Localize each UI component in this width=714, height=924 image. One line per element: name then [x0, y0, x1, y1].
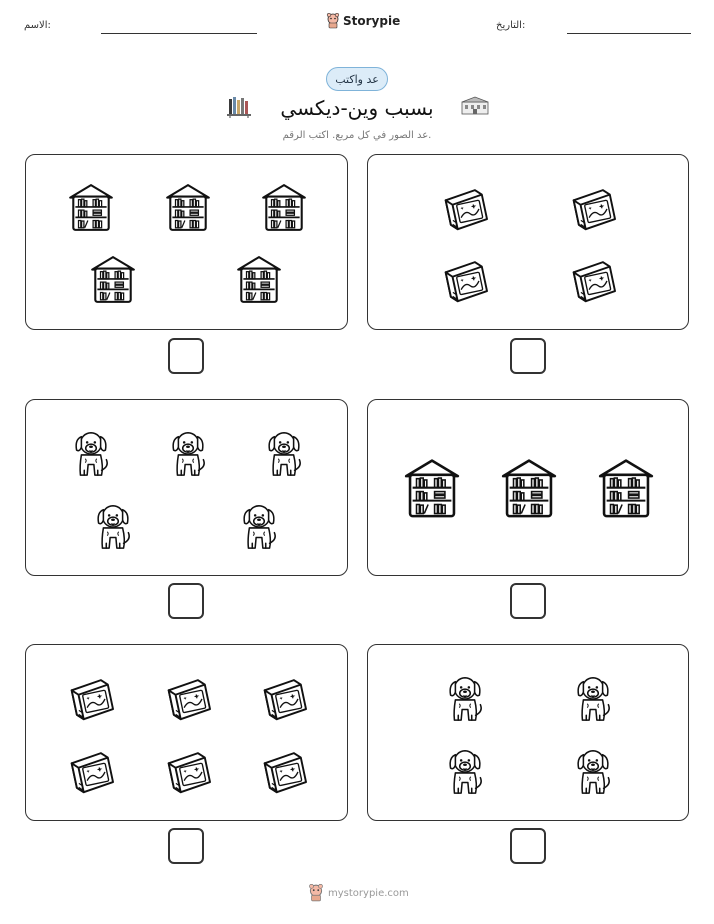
activity-badge: عد واكتب [326, 67, 388, 91]
dog-icon [163, 428, 213, 482]
answer-box[interactable] [510, 338, 546, 374]
name-line[interactable] [101, 33, 257, 34]
counting-panel [367, 399, 689, 576]
bookshelf-house-icon [259, 183, 309, 237]
dog-icon [440, 746, 490, 800]
answer-box[interactable] [168, 828, 204, 864]
dog-icon [259, 428, 309, 482]
page-title: بسبب وين-ديكسي [280, 96, 434, 120]
book-icon [66, 746, 116, 800]
book-icon [163, 673, 213, 727]
footer [308, 884, 409, 902]
dog-icon [440, 673, 490, 727]
answer-box[interactable] [510, 583, 546, 619]
bookshelf-house-icon [163, 183, 213, 237]
book-icon [259, 673, 309, 727]
dog-icon [568, 673, 618, 727]
book-icon [259, 746, 309, 800]
instructions: عد الصور في كل مربع. اكتب الرقم. [282, 130, 432, 141]
date-line[interactable] [567, 33, 691, 34]
bookshelf-house-icon [401, 458, 463, 524]
dog-icon [234, 501, 284, 555]
storypie-mascot-icon [326, 13, 340, 29]
date-label: التاريخ: [496, 20, 526, 31]
book-icon [440, 183, 490, 237]
counting-panel [25, 644, 348, 821]
bookshelf-house-icon [88, 255, 138, 309]
book-icon [568, 183, 618, 237]
book-icon [440, 255, 490, 309]
brand-name: Storypie [343, 14, 401, 28]
dog-icon [66, 428, 116, 482]
book-icon [568, 255, 618, 309]
counting-panel [25, 399, 348, 576]
answer-box[interactable] [168, 338, 204, 374]
book-icon [66, 673, 116, 727]
dog-icon [568, 746, 618, 800]
counting-panel [367, 644, 689, 821]
bookshelf-house-icon [498, 458, 560, 524]
bookshelf-house-icon [595, 458, 657, 524]
counting-panel [367, 154, 689, 330]
book-icon [163, 746, 213, 800]
answer-box[interactable] [510, 828, 546, 864]
dog-icon [88, 501, 138, 555]
brand-logo [326, 13, 400, 29]
name-label: الاسم: [24, 20, 51, 31]
counting-panel [25, 154, 348, 330]
library-building-icon [460, 96, 490, 116]
footer-url: mystorypie.com [328, 887, 409, 899]
storypie-mascot-icon [308, 884, 324, 902]
answer-box[interactable] [168, 583, 204, 619]
bookshelf-house-icon [234, 255, 284, 309]
bookshelf-house-icon [66, 183, 116, 237]
